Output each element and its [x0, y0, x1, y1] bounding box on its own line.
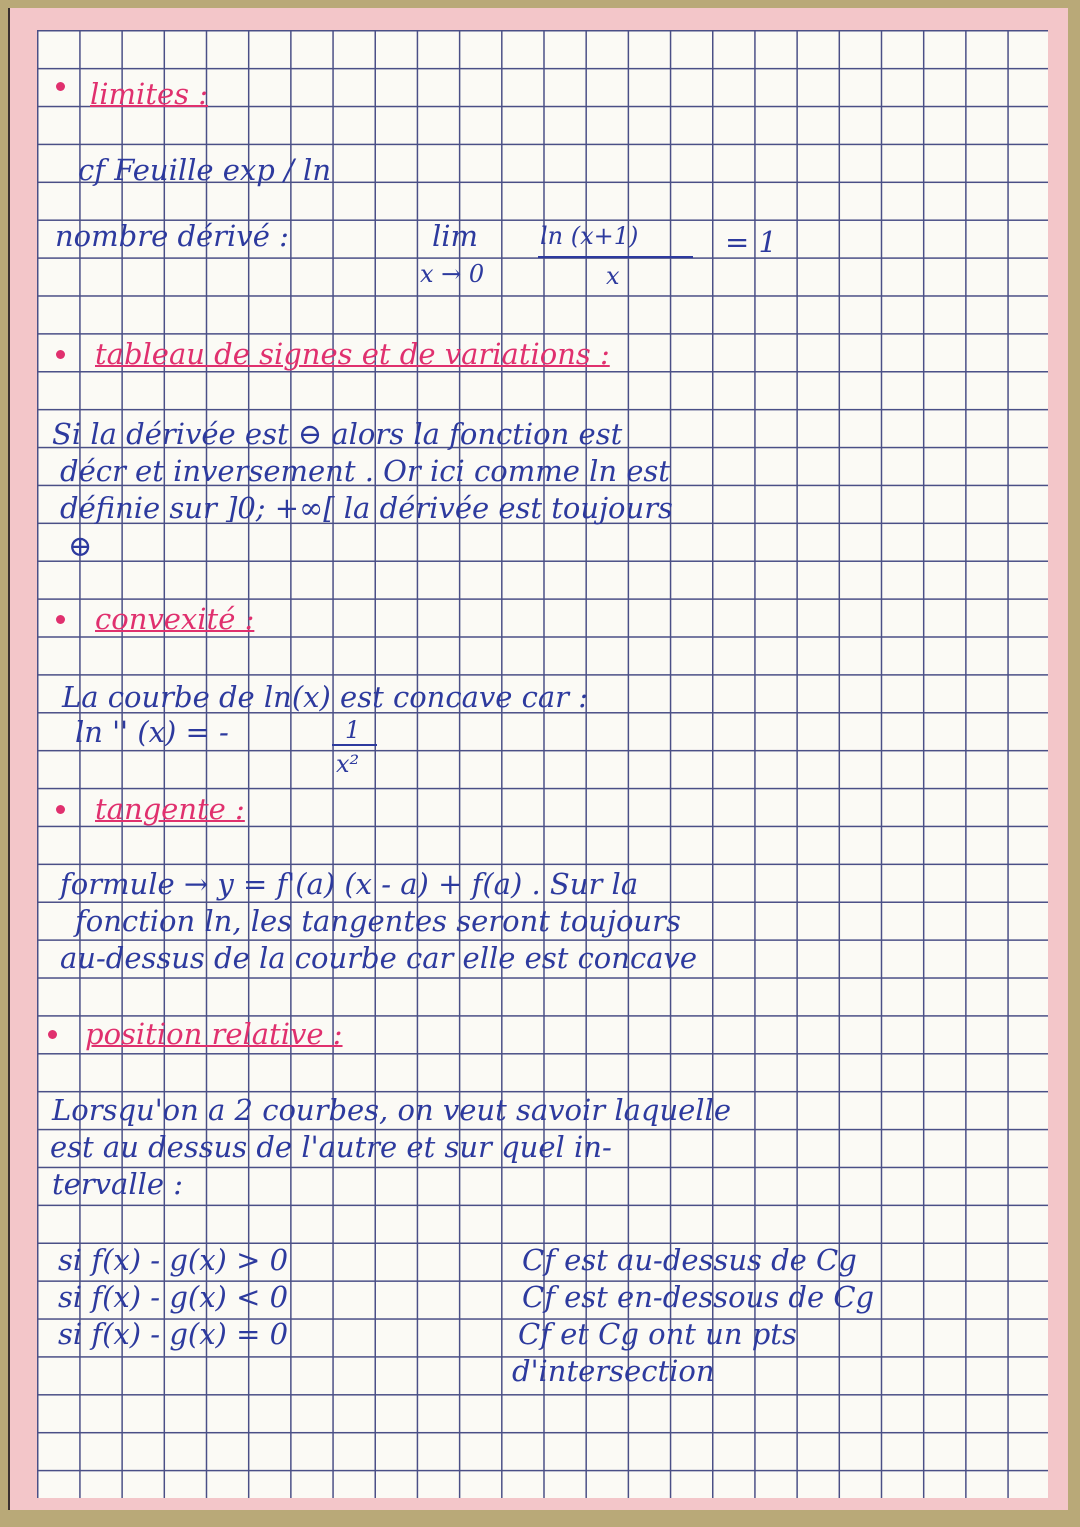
- nombre-derive-label: nombre dérivé :: [55, 219, 289, 253]
- result-zero-cont: d'intersection: [512, 1354, 715, 1388]
- result-positive: Cf est au-dessus de Cg: [522, 1243, 857, 1277]
- heading-tangente: tangente :: [95, 792, 245, 826]
- fraction-denominator: x: [606, 262, 620, 290]
- text-line: La courbe de ln(x) est concave car :: [62, 680, 589, 714]
- condition-positive: si f(x) - g(x) > 0: [58, 1243, 289, 1277]
- text-line: est au dessus de l'autre et sur quel in-: [50, 1130, 612, 1164]
- text-line: décr et inversement . Or ici comme ln est: [60, 454, 670, 488]
- heading-position-relative: position relative :: [85, 1017, 343, 1051]
- fraction-bar: [332, 744, 377, 746]
- bullet-icon: [56, 805, 65, 814]
- lim-subscript: x → 0: [420, 260, 485, 288]
- text-line: formule → y = f'(a) (x - a) + f(a) . Sur la: [60, 867, 639, 901]
- plus-circle-icon: ⊕: [68, 529, 93, 563]
- second-derivative: ln '' (x) = -: [75, 715, 229, 749]
- bullet-icon: [56, 615, 65, 624]
- text-line: définie sur ]0; +∞[ la dérivée est toujours: [60, 491, 673, 525]
- result-zero: Cf et Cg ont un pts: [518, 1317, 797, 1351]
- heading-convexite: convexité :: [95, 602, 255, 636]
- fraction-numerator: 1: [345, 716, 361, 744]
- limit-result: = 1: [725, 225, 777, 259]
- text-line: Lorsqu'on a 2 courbes, on veut savoir laquelle: [52, 1093, 731, 1127]
- fraction-numerator: ln (x+1): [540, 222, 639, 250]
- bullet-icon: [56, 350, 65, 359]
- text-line: Si la dérivée est ⊖ alors la fonction est: [52, 417, 623, 451]
- heading-limites: limites :: [90, 77, 209, 111]
- bullet-icon: [56, 82, 65, 91]
- text-line: tervalle :: [52, 1167, 184, 1201]
- bullet-icon: [48, 1030, 57, 1039]
- result-negative: Cf est en-dessous de Cg: [522, 1280, 875, 1314]
- fraction-bar: [538, 256, 693, 258]
- fraction-denominator: x²: [336, 750, 360, 778]
- condition-zero: si f(x) - g(x) = 0: [58, 1317, 289, 1351]
- condition-negative: si f(x) - g(x) < 0: [58, 1280, 289, 1314]
- text-line: fonction ln, les tangentes seront toujours: [75, 904, 681, 938]
- lim-symbol: lim: [432, 219, 479, 253]
- text-line: cf Feuille exp / ln: [78, 153, 332, 187]
- text-line: au-dessus de la courbe car elle est concave: [60, 941, 698, 975]
- heading-tableau: tableau de signes et de variations :: [95, 337, 610, 371]
